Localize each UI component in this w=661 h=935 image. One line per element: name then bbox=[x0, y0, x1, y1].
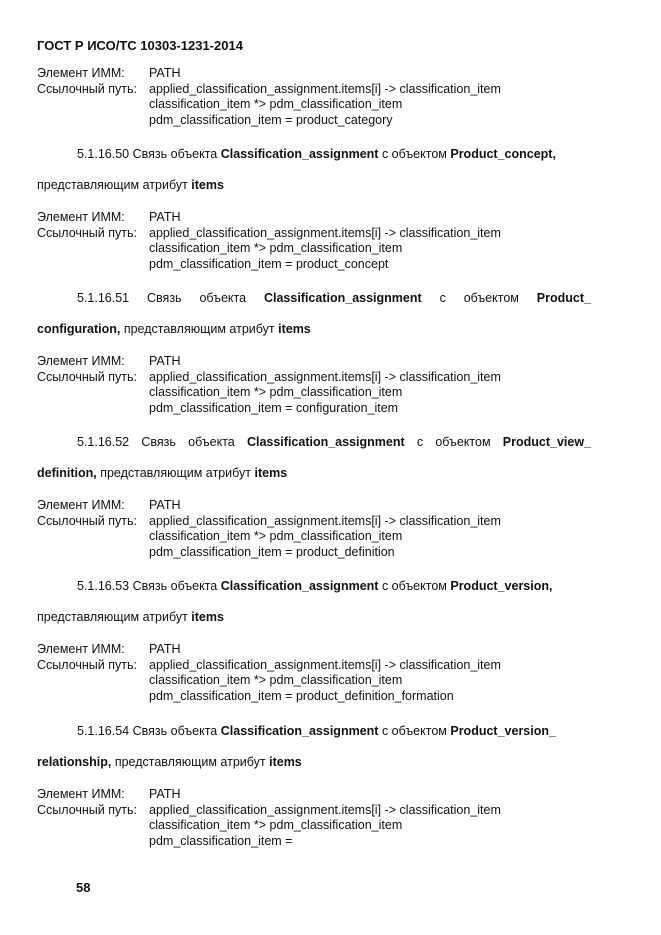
path-label: Ссылочный путь: bbox=[37, 81, 137, 96]
path-line: applied_classification_assignment.items[i] -> classification_item bbox=[149, 513, 501, 528]
path-line: pdm_classification_item = product_definition_formation bbox=[149, 688, 454, 703]
section-heading-line2: представляющим атрибут items bbox=[37, 610, 224, 624]
element-value: PATH bbox=[149, 498, 181, 512]
section-number: 5.1.16.53 bbox=[77, 579, 130, 593]
section-heading-line1: 5.1.16.52 Связь объекта Classification_assignment с объектом Product_view_ bbox=[77, 435, 591, 449]
attribute-name: items bbox=[254, 466, 288, 480]
section-heading-line2: configuration, представляющим атрибут items bbox=[37, 322, 311, 336]
target-entity-cont: relationship, bbox=[37, 755, 112, 769]
entity-name: Classification_assignment bbox=[263, 291, 422, 305]
path-line: pdm_classification_item = product_definition bbox=[149, 544, 395, 559]
entity-name: Classification_assignment bbox=[220, 579, 379, 593]
path-line: classification_item *> pdm_classification_item bbox=[149, 818, 403, 832]
section-heading-line1: 5.1.16.54 Связь объекта Classification_assignment с объектом Product_version_ bbox=[77, 724, 556, 738]
element-label: Элемент ИММ: bbox=[37, 787, 125, 801]
element-value: PATH bbox=[149, 787, 181, 801]
path-line: classification_item *> pdm_classification_item bbox=[149, 673, 403, 687]
path-line: pdm_classification_item = configuration_item bbox=[149, 400, 399, 415]
path-line: applied_classification_assignment.items[i] -> classification_item bbox=[149, 802, 501, 817]
attribute-name: items bbox=[191, 178, 224, 192]
section-heading-line2: definition, представляющим атрибут items bbox=[37, 466, 288, 480]
path-label: Ссылочный путь: bbox=[37, 369, 137, 384]
target-entity: Product_view_ bbox=[502, 435, 591, 449]
path-label: Ссылочный путь: bbox=[37, 513, 137, 528]
element-value: PATH bbox=[149, 66, 181, 80]
section-number: 5.1.16.51 bbox=[77, 291, 130, 305]
attribute-name: items bbox=[278, 322, 311, 336]
path-line: classification_item *> pdm_classification_item bbox=[149, 385, 403, 399]
element-label: Элемент ИММ: bbox=[37, 354, 125, 368]
path-line: classification_item *> pdm_classification_item bbox=[149, 97, 403, 111]
entity-name: Classification_assignment bbox=[246, 435, 405, 449]
element-value: PATH bbox=[149, 210, 181, 224]
target-entity: Product_concept, bbox=[450, 147, 556, 161]
section-heading-line1: 5.1.16.53 Связь объекта Classification_assignment с объектом Product_version, bbox=[77, 579, 553, 593]
path-line: pdm_classification_item = product_category bbox=[149, 112, 393, 127]
element-value: PATH bbox=[149, 354, 181, 368]
path-line: classification_item *> pdm_classification_item bbox=[149, 241, 403, 255]
section-heading-line2: relationship, представляющим атрибут items bbox=[37, 755, 302, 769]
path-line: applied_classification_assignment.items[i] -> classification_item bbox=[149, 369, 501, 384]
path-line: applied_classification_assignment.items[i] -> classification_item bbox=[149, 225, 501, 240]
element-label: Элемент ИММ: bbox=[37, 66, 125, 80]
section-heading-line1: 5.1.16.51 Связь объекта Classification_assignment с объектом Product_ bbox=[77, 291, 591, 305]
path-label: Ссылочный путь: bbox=[37, 657, 137, 672]
path-label: Ссылочный путь: bbox=[37, 802, 137, 817]
path-label: Ссылочный путь: bbox=[37, 225, 137, 240]
path-line: applied_classification_assignment.items[i] -> classification_item bbox=[149, 657, 501, 672]
section-number: 5.1.16.52 bbox=[77, 435, 130, 449]
element-label: Элемент ИММ: bbox=[37, 210, 125, 224]
path-line: applied_classification_assignment.items[i] -> classification_item bbox=[149, 81, 501, 96]
entity-name: Classification_assignment bbox=[220, 724, 379, 738]
target-entity-cont: definition, bbox=[37, 466, 97, 480]
element-value: PATH bbox=[149, 642, 181, 656]
entity-name: Classification_assignment bbox=[220, 147, 379, 161]
page-number: 58 bbox=[76, 880, 91, 895]
section-heading-line1: 5.1.16.50 Связь объекта Classification_assignment с объектом Product_concept, bbox=[77, 147, 556, 161]
element-label: Элемент ИММ: bbox=[37, 642, 125, 656]
attribute-name: items bbox=[269, 755, 302, 769]
element-label: Элемент ИММ: bbox=[37, 498, 125, 512]
target-entity: Product_version_ bbox=[450, 724, 556, 738]
target-entity: Product_version, bbox=[450, 579, 553, 593]
path-line: pdm_classification_item = product_concept bbox=[149, 256, 389, 271]
attribute-name: items bbox=[191, 610, 224, 624]
document-header: ГОСТ Р ИСО/ТС 10303-1231-2014 bbox=[37, 38, 243, 53]
section-number: 5.1.16.50 bbox=[77, 147, 130, 161]
path-line: pdm_classification_item = bbox=[149, 833, 293, 848]
target-entity: Product_ bbox=[536, 291, 591, 305]
section-heading-line2: представляющим атрибут items bbox=[37, 178, 224, 192]
section-number: 5.1.16.54 bbox=[77, 724, 130, 738]
path-line: classification_item *> pdm_classification_item bbox=[149, 529, 403, 543]
target-entity-cont: configuration, bbox=[37, 322, 121, 336]
